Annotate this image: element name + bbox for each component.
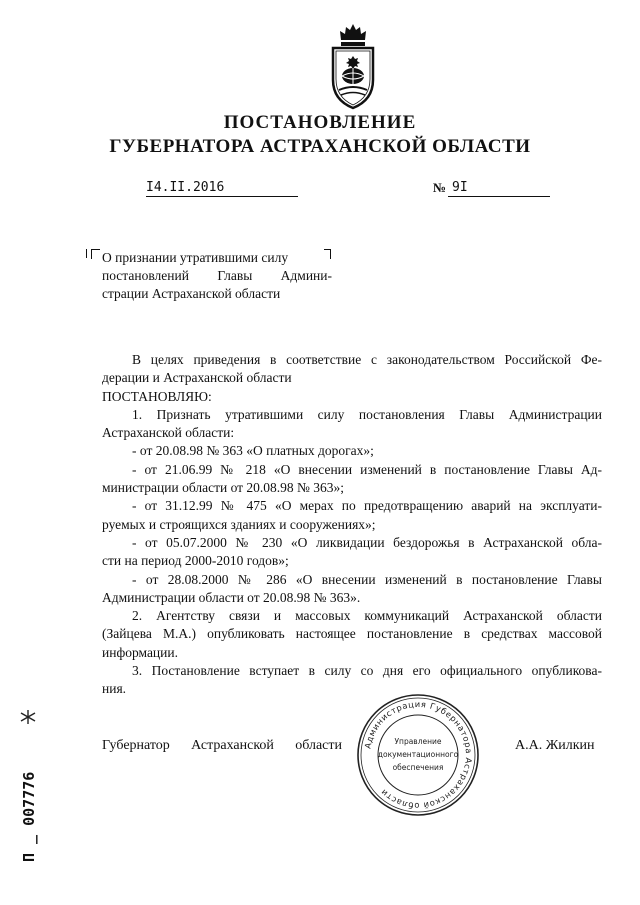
body-line: (Зайцева М.А.) опубликовать настоящее постановление в средствах массовой — [102, 626, 602, 642]
body-line: Астраханской области: — [102, 425, 235, 441]
document-type-title: ПОСТАНОВЛЕНИЕ — [223, 112, 417, 133]
body-line: - от 21.06.99 № 218 «О внесении изменений в постановление Главы Ад- — [132, 461, 602, 477]
body-line: сти на период 2000-2010 годов»; — [102, 553, 289, 569]
stamp-inner-line: документационного — [377, 750, 459, 759]
document-date: I4.II.2016 — [146, 180, 298, 197]
margin-serial-text: П _ 007776 — [20, 771, 38, 862]
body-line: информации. — [102, 644, 178, 660]
margin-serial — [8, 700, 48, 870]
body-line: руемых и строящихся зданиях и сооружениях»; — [102, 516, 376, 532]
body-line: Администрации области от 20.08.98 № 363». — [102, 589, 361, 605]
stamp-inner-line: Управление — [394, 737, 442, 746]
document-number: 9I — [448, 180, 550, 197]
document-body — [102, 351, 602, 699]
body-line: - от 31.12.99 № 475 «О мерах по предотвращению аварий на эксплуати- — [132, 498, 602, 514]
body-line: 2. Агентству связи и массовых коммуникаций Астраханской области — [132, 608, 602, 624]
stamp-inner-line: обеспечения — [392, 763, 444, 772]
subject-line: страции Астраханской области — [102, 286, 281, 301]
number-label: № — [433, 180, 447, 195]
subject-line: О признании утратившими силу — [102, 250, 289, 265]
body-line: 1. Признать утратившими силу постановления Главы Администрации — [132, 406, 602, 422]
body-line: В целях приведения в соответствие с законодательством Российской Фе- — [132, 352, 602, 367]
body-line: министрации области от 20.08.98 № 363»; — [102, 480, 345, 496]
body-line: 3. Постановление вступает в силу со дня его официального опубликова- — [132, 663, 602, 679]
body-line: - от 05.07.2000 № 230 «О ликвидации бездорожья в Астраханской обла- — [132, 534, 602, 550]
body-line: ПОСТАНОВЛЯЮ: — [102, 388, 212, 404]
subject-bracket-left-tick — [86, 249, 87, 258]
issuer-title: ГУБЕРНАТОРА АСТРАХАНСКОЙ ОБЛАСТИ — [109, 136, 531, 157]
asterisk-icon — [21, 710, 35, 724]
official-stamp — [355, 692, 481, 818]
coat-of-arms-icon — [328, 22, 378, 112]
signatory-name: А.А. Жилкин — [515, 738, 595, 753]
body-line: - от 28.08.2000 № 286 «О внесении изменений в постановление Главы — [132, 571, 602, 587]
body-line: дерации и Астраханской области — [102, 370, 292, 386]
body-line: - от 20.08.98 № 363 «О платных дорогах»; — [132, 443, 374, 459]
signatory-position: Губернатор Астраханской области — [102, 738, 342, 753]
subject-line: постановлений Главы Админи- — [102, 268, 332, 283]
subject-bracket-left — [91, 249, 100, 259]
document-subject — [102, 249, 332, 303]
stamp-outer-text: Администрация Губернатора Астраханской области — [362, 698, 475, 812]
body-line: ния. — [102, 681, 127, 697]
